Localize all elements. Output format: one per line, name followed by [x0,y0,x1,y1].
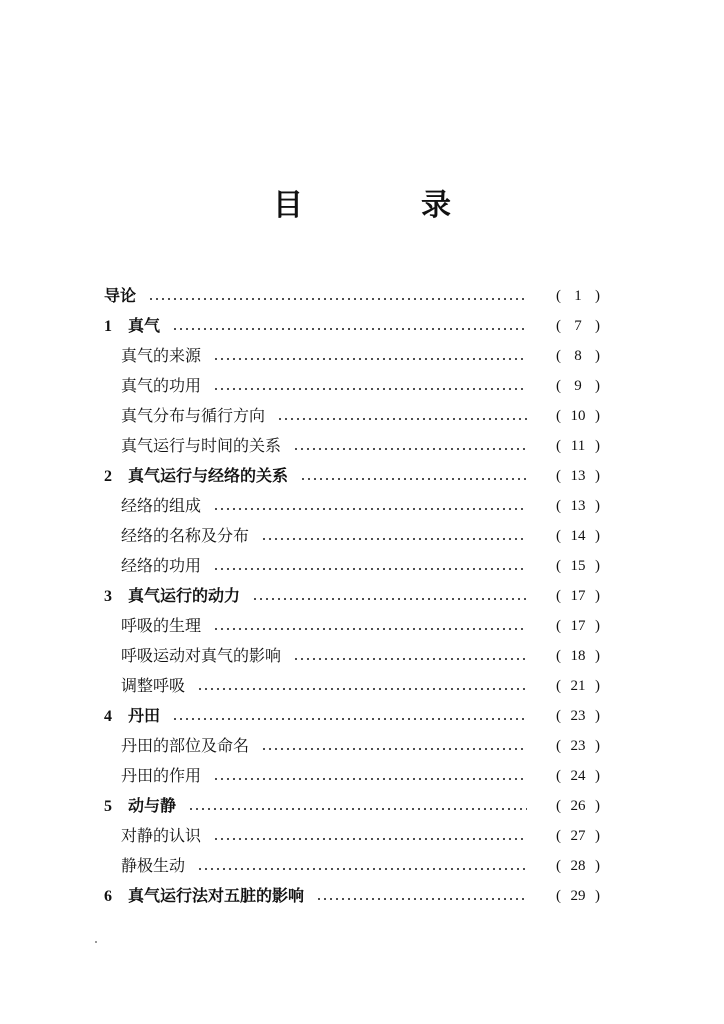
close-paren: ) [595,738,600,754]
section-title: 丹田的作用 [121,766,202,785]
dot-leader [213,568,527,570]
page-reference [556,821,600,851]
toc-row[interactable] [0,821,724,851]
toc-row[interactable] [0,731,724,761]
toc-entry [121,371,201,401]
open-paren: ( [556,798,561,814]
close-paren: ) [595,468,600,484]
page-reference [556,761,600,791]
open-paren: ( [556,288,561,304]
toc-row[interactable] [0,281,724,311]
section-title: 经络的名称及分布 [121,526,250,545]
close-paren: ) [595,408,600,424]
dot-leader [213,388,527,390]
toc-row[interactable] [0,581,724,611]
toc-entry [121,401,265,431]
dot-leader [213,778,527,780]
dot-leader [300,478,527,480]
page-reference [556,851,600,881]
close-paren: ) [595,708,600,724]
toc-entry [121,341,201,371]
section-title: 经络的组成 [121,496,202,515]
dot-leader [213,628,527,630]
chapter-title: 真气运行与经络的关系 [128,466,289,485]
close-paren: ) [595,798,600,814]
close-paren: ) [595,378,600,394]
close-paren: ) [595,588,600,604]
scan-speck [95,941,97,943]
dot-leader [213,838,527,840]
toc-entry [104,281,136,311]
toc-entry [104,461,288,491]
close-paren: ) [595,348,600,364]
toc-row[interactable] [0,701,724,731]
chapter-title: 动与静 [128,796,177,815]
page-number: 29 [570,888,586,904]
toc-entry [104,581,240,611]
toc-row[interactable] [0,521,724,551]
open-paren: ( [556,558,561,574]
section-title: 真气分布与循行方向 [121,406,266,425]
chapter-number: 1 [104,318,112,335]
section-title: 呼吸运动对真气的影响 [121,646,282,665]
toc-row[interactable] [0,461,724,491]
dot-leader [197,688,527,690]
toc-row[interactable] [0,851,724,881]
page-reference [556,731,600,761]
page-number: 8 [574,348,582,364]
close-paren: ) [595,528,600,544]
chapter-number: 3 [104,588,112,605]
page-number: 13 [570,498,586,514]
close-paren: ) [595,828,600,844]
open-paren: ( [556,828,561,844]
chapter-title: 丹田 [128,706,161,725]
page-reference [556,311,600,341]
toc-entry [121,491,201,521]
close-paren: ) [595,438,600,454]
chapter-title: 真气运行法对五脏的影响 [128,886,305,905]
page-number: 23 [570,738,586,754]
close-paren: ) [595,768,600,784]
chapter-title: 导论 [104,286,137,305]
section-title: 呼吸的生理 [121,616,202,635]
page-number: 24 [570,768,586,784]
section-title: 经络的功用 [121,556,202,575]
dot-leader [197,868,527,870]
chapter-number: 6 [104,888,112,905]
page-reference [556,791,600,821]
page-title: 目 录 [273,188,495,223]
dot-leader [293,448,527,450]
open-paren: ( [556,888,561,904]
dot-leader [213,358,527,360]
page-number: 7 [574,318,582,334]
page-reference [556,341,600,371]
page-number: 17 [570,588,586,604]
toc-entry [104,791,176,821]
toc-entry [121,431,281,461]
close-paren: ) [595,558,600,574]
page-reference [556,611,600,641]
open-paren: ( [556,528,561,544]
open-paren: ( [556,378,561,394]
toc-entry [121,761,201,791]
dot-leader [213,508,527,510]
section-title: 静极生动 [121,856,186,875]
dot-leader [277,418,527,420]
dot-leader [172,718,527,720]
open-paren: ( [556,588,561,604]
toc-row[interactable] [0,791,724,821]
page-reference [556,581,600,611]
close-paren: ) [595,318,600,334]
dot-leader [172,328,527,330]
chapter-number: 2 [104,468,112,485]
page-number: 27 [570,828,586,844]
page-reference [556,881,600,911]
section-title: 丹田的部位及命名 [121,736,250,755]
page-number: 14 [570,528,586,544]
page-reference [556,431,600,461]
toc-entry [121,671,185,701]
page-number: 18 [570,648,586,664]
open-paren: ( [556,438,561,454]
section-title: 调整呼吸 [121,676,186,695]
toc-row[interactable] [0,371,724,401]
page-number: 11 [570,438,586,454]
page-number: 26 [570,798,586,814]
toc-entry [121,521,249,551]
open-paren: ( [556,708,561,724]
page-reference [556,551,600,581]
page-number: 21 [570,678,586,694]
chapter-title: 真气 [128,316,161,335]
open-paren: ( [556,348,561,364]
close-paren: ) [595,678,600,694]
toc-entry [104,701,160,731]
chapter-number: 4 [104,708,112,725]
page-number: 15 [570,558,586,574]
toc-row[interactable] [0,431,724,461]
page-number: 10 [570,408,586,424]
page-number: 9 [574,378,582,394]
toc-entry [121,731,249,761]
section-title: 真气的功用 [121,376,202,395]
page-number: 1 [574,288,582,304]
close-paren: ) [595,288,600,304]
close-paren: ) [595,858,600,874]
page-number: 28 [570,858,586,874]
dot-leader [148,298,527,300]
page-reference [556,401,600,431]
open-paren: ( [556,768,561,784]
dot-leader [188,808,527,810]
open-paren: ( [556,738,561,754]
open-paren: ( [556,648,561,664]
toc-row[interactable] [0,641,724,671]
toc-row[interactable] [0,491,724,521]
open-paren: ( [556,468,561,484]
page-number: 13 [570,468,586,484]
toc-row[interactable] [0,551,724,581]
chapter-title: 真气运行的动力 [128,586,241,605]
open-paren: ( [556,498,561,514]
page-reference [556,461,600,491]
open-paren: ( [556,408,561,424]
toc-entry [104,881,304,911]
section-title: 真气的来源 [121,346,202,365]
page-reference [556,671,600,701]
toc-entry [121,551,201,581]
dot-leader [293,658,527,660]
page-reference [556,371,600,401]
close-paren: ) [595,618,600,634]
toc-entry [121,611,201,641]
dot-leader [252,598,527,600]
toc-row[interactable] [0,761,724,791]
toc-entry [121,851,185,881]
dot-leader [261,538,527,540]
close-paren: ) [595,888,600,904]
page-number: 17 [570,618,586,634]
page-reference [556,491,600,521]
page-reference [556,701,600,731]
dot-leader [316,898,527,900]
page-number: 23 [570,708,586,724]
toc-entry [104,311,160,341]
open-paren: ( [556,618,561,634]
page-reference [556,521,600,551]
close-paren: ) [595,648,600,664]
open-paren: ( [556,318,561,334]
page-reference [556,641,600,671]
section-title: 对静的认识 [121,826,202,845]
page-reference [556,281,600,311]
section-title: 真气运行与时间的关系 [121,436,282,455]
toc-entry [121,641,281,671]
table-of-contents [0,281,724,911]
toc-row[interactable] [0,881,724,911]
open-paren: ( [556,678,561,694]
toc-row[interactable] [0,341,724,371]
toc-entry [121,821,201,851]
open-paren: ( [556,858,561,874]
toc-row[interactable] [0,401,724,431]
toc-row[interactable] [0,611,724,641]
toc-row[interactable] [0,671,724,701]
chapter-number: 5 [104,798,112,815]
dot-leader [261,748,527,750]
toc-row[interactable] [0,311,724,341]
close-paren: ) [595,498,600,514]
